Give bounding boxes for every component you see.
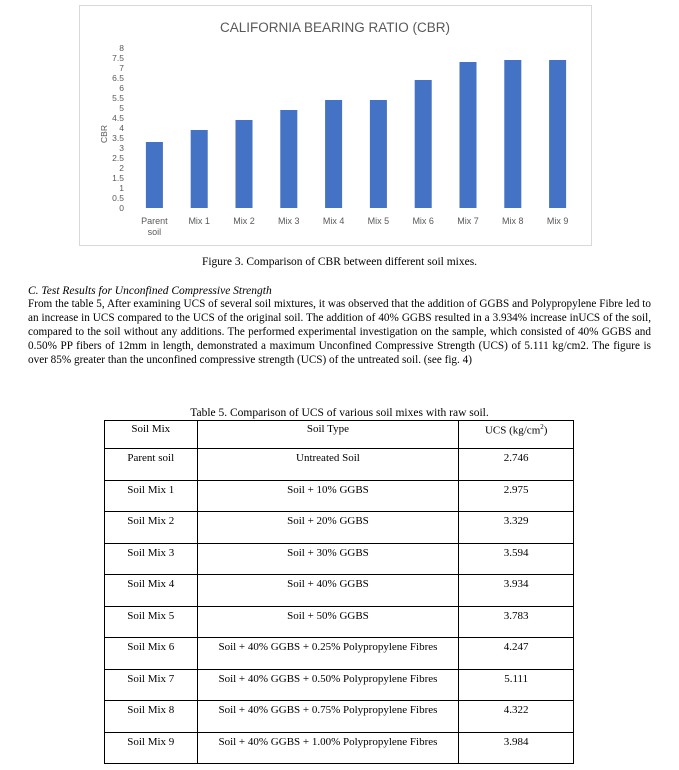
y-tick-label: 0.5 — [112, 193, 124, 203]
cell-ucs: 4.247 — [459, 638, 574, 670]
y-tick-label: 8 — [119, 43, 124, 53]
x-category-label: Mix 7 — [457, 216, 479, 226]
bar — [459, 62, 476, 208]
header-ucs-superscript: 2 — [540, 423, 544, 431]
y-axis-title: CBR — [99, 125, 109, 143]
y-tick-label: 1.5 — [112, 173, 124, 183]
table-row — [105, 732, 574, 764]
cell-soil-mix: Soil Mix 3 — [105, 543, 198, 575]
x-category-label: Mix 3 — [278, 216, 300, 226]
cell-soil-type: Soil + 30% GGBS — [197, 543, 459, 575]
cell-soil-mix: Soil Mix 5 — [105, 606, 198, 638]
y-tick-label: 4.5 — [112, 113, 124, 123]
x-category-label: Mix 4 — [322, 216, 345, 226]
cell-soil-mix: Soil Mix 7 — [105, 669, 198, 701]
cell-soil-mix: Soil Mix 6 — [105, 638, 198, 670]
cell-ucs: 4.322 — [459, 701, 574, 733]
ucs-table — [104, 420, 574, 764]
cell-soil-mix: Soil Mix 2 — [105, 512, 198, 544]
bar — [191, 130, 208, 208]
y-tick-label: 3.5 — [112, 133, 124, 143]
cell-ucs: 2.746 — [459, 449, 574, 481]
header-soil-type: Soil Type — [197, 421, 459, 449]
y-tick-label: 2.5 — [112, 153, 124, 163]
cell-ucs: 3.594 — [459, 543, 574, 575]
y-tick-label: 5 — [119, 103, 124, 113]
header-ucs — [459, 421, 574, 449]
y-tick-label: 2 — [119, 163, 124, 173]
cell-soil-mix: Soil Mix 4 — [105, 575, 198, 607]
cell-soil-type: Soil + 40% GGBS + 0.50% Polypropylene Fibres — [197, 669, 459, 701]
x-category-label: Mix 8 — [502, 216, 524, 226]
y-tick-label: 4 — [119, 123, 124, 133]
bar — [325, 100, 342, 208]
table-row — [105, 575, 574, 607]
figure-caption: Figure 3. Comparison of CBR between different soil mixes. — [201, 256, 478, 268]
cell-ucs: 5.111 — [459, 669, 574, 701]
cell-ucs: 3.984 — [459, 732, 574, 764]
x-category-label: Mix 5 — [367, 216, 390, 226]
table-row — [105, 543, 574, 575]
cell-soil-type: Soil + 40% GGBS — [197, 575, 459, 607]
x-category-label: Mix 2 — [233, 216, 255, 226]
y-tick-label: 1 — [119, 183, 124, 193]
y-tick-label: 0 — [119, 203, 124, 213]
table-row — [105, 606, 574, 638]
x-category-label: Parent soil — [141, 216, 168, 237]
cell-soil-type: Soil + 50% GGBS — [197, 606, 459, 638]
bar — [370, 100, 387, 208]
bar — [549, 60, 566, 208]
cell-ucs: 3.783 — [459, 606, 574, 638]
cell-soil-mix: Parent soil — [105, 449, 198, 481]
x-category-label: Mix 6 — [412, 216, 434, 226]
y-tick-label: 7 — [119, 63, 124, 73]
bar — [280, 110, 297, 208]
cell-ucs: 3.934 — [459, 575, 574, 607]
table-header-row — [105, 421, 574, 449]
section-paragraph: From the table 5, After examining UCS of several soil mixtures, it was observed that the addition of GGBS and Polypropylene Fibre led to an increase in UCS compared to the UCS of the original soil. The addition of 40% GGBS resulted in a 3.934% increase inUCS of the soil, compared to the soil without any additions. The performed experimental investigation on the sample, which consisted of 40% GGBS and 0.50% PP fibers of 12mm in length, demonstrated a maximum Unconfined Compressive Strength (UCS) of 5.111 kg/cm2. The figure is over 85% greater than the unconfined compressive strength (UCS) of the untreated soil. (see fig. 4) — [28, 298, 651, 366]
y-tick-label: 6 — [119, 83, 124, 93]
cbr-chart-svg — [80, 6, 591, 245]
cell-soil-mix: Soil Mix 8 — [105, 701, 198, 733]
cell-soil-type: Soil + 40% GGBS + 1.00% Polypropylene Fibres — [197, 732, 459, 764]
table-row — [105, 669, 574, 701]
cell-soil-type: Untreated Soil — [197, 449, 459, 481]
cell-soil-type: Soil + 20% GGBS — [197, 512, 459, 544]
bar — [146, 142, 163, 208]
cell-soil-type: Soil + 10% GGBS — [197, 480, 459, 512]
table-row — [105, 480, 574, 512]
y-tick-label: 6.5 — [112, 73, 124, 83]
cell-ucs: 2.975 — [459, 480, 574, 512]
cell-soil-mix: Soil Mix 1 — [105, 480, 198, 512]
table-row — [105, 701, 574, 733]
cbr-chart — [79, 5, 592, 246]
table-row — [105, 512, 574, 544]
cell-ucs: 3.329 — [459, 512, 574, 544]
section-heading: C. Test Results for Unconfined Compressive Strength — [28, 285, 272, 297]
y-tick-label: 3 — [119, 143, 124, 153]
header-ucs-close: ) — [543, 424, 548, 437]
x-category-label: Mix 9 — [546, 216, 569, 226]
cell-soil-mix: Soil Mix 9 — [105, 732, 198, 764]
table-row — [105, 449, 574, 481]
table-caption: Table 5. Comparison of UCS of various soil mixes with raw soil. — [190, 407, 489, 419]
header-soil-mix: Soil Mix — [105, 421, 198, 449]
header-ucs-text: UCS (kg/cm — [484, 424, 541, 437]
cell-soil-type: Soil + 40% GGBS + 0.25% Polypropylene Fibres — [197, 638, 459, 670]
bar — [504, 60, 521, 208]
cell-soil-type: Soil + 40% GGBS + 0.75% Polypropylene Fibres — [197, 701, 459, 733]
y-tick-label: 7.5 — [112, 53, 124, 63]
x-category-label: Mix 1 — [188, 216, 210, 226]
table-row — [105, 638, 574, 670]
bar — [235, 120, 252, 208]
bar — [415, 80, 432, 208]
chart-title: CALIFORNIA BEARING RATIO (CBR) — [219, 20, 451, 35]
y-tick-label: 5.5 — [112, 93, 124, 103]
